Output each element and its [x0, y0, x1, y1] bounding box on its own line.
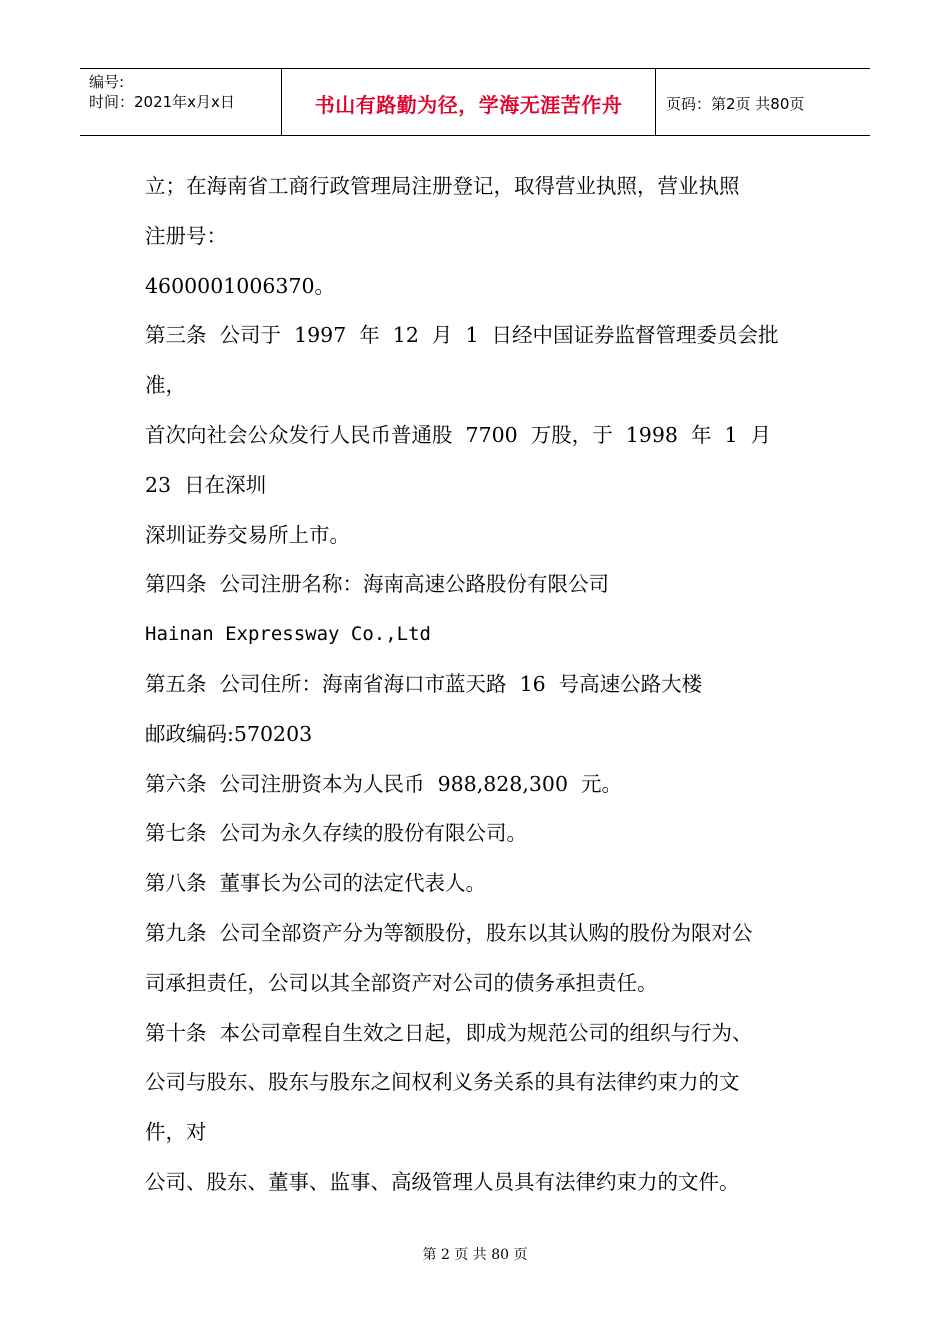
body-line: 第五条 公司住所：海南省海口市蓝天路 16 号高速公路大楼 [145, 671, 703, 696]
body-line-english-name: Hainan Expressway Co.,Ltd [145, 623, 431, 646]
body-line: 4600001006370。 [145, 273, 336, 298]
body-line: 第十条 本公司章程自生效之日起，即成为规范公司的组织与行为、 [145, 1020, 753, 1045]
header-meta [80, 69, 282, 135]
body-line: 23 日在深圳 [145, 472, 267, 497]
body-line: 首次向社会公众发行人民币普通股 7700 万股，于 1998 年 1 月 [145, 422, 772, 447]
header-time-label: 时间：2021年x月x日 [89, 93, 235, 111]
header-motto: 书山有路勤为径，学海无涯苦作舟 [282, 69, 656, 135]
header-number-label: 编号: [89, 73, 125, 91]
body-line: 司承担责任，公司以其全部资产对公司的债务承担责任。 [145, 970, 658, 995]
body-line: 第八条 董事长为公司的法定代表人。 [145, 871, 487, 896]
body-line: 件，对 [145, 1120, 207, 1145]
body-line: 准， [145, 373, 186, 398]
body-line: 第六条 公司注册资本为人民币 988,828,300 元。 [145, 771, 623, 796]
body-line: 第三条 公司于 1997 年 12 月 1 日经中国证券监督管理委员会批 [145, 323, 779, 348]
page-footer: 第 2 页 共 80 页 [422, 1247, 528, 1263]
body-line: 第七条 公司为永久存续的股份有限公司。 [145, 821, 528, 846]
header-page-info: 页码：第2页 共80页 [666, 94, 805, 113]
body-line: 公司、股东、董事、监事、高级管理人员具有法律约束力的文件。 [145, 1169, 740, 1194]
body-line: 第四条 公司注册名称：海南高速公路股份有限公司 [145, 572, 610, 597]
body-line: 注册号： [145, 223, 227, 248]
body-line: 深圳证券交易所上市。 [145, 522, 350, 547]
body-line: 邮政编码:570203 [145, 721, 313, 746]
body-line: 公司与股东、股东与股东之间权利义务关系的具有法律约束力的文 [145, 1070, 740, 1095]
body-line: 第九条 公司全部资产分为等额股份，股东以其认购的股份为限对公 [145, 920, 753, 945]
document-body [145, 168, 815, 1214]
page-header [80, 68, 870, 136]
body-line: 立；在海南省工商行政管理局注册登记，取得营业执照，营业执照 [145, 174, 740, 198]
